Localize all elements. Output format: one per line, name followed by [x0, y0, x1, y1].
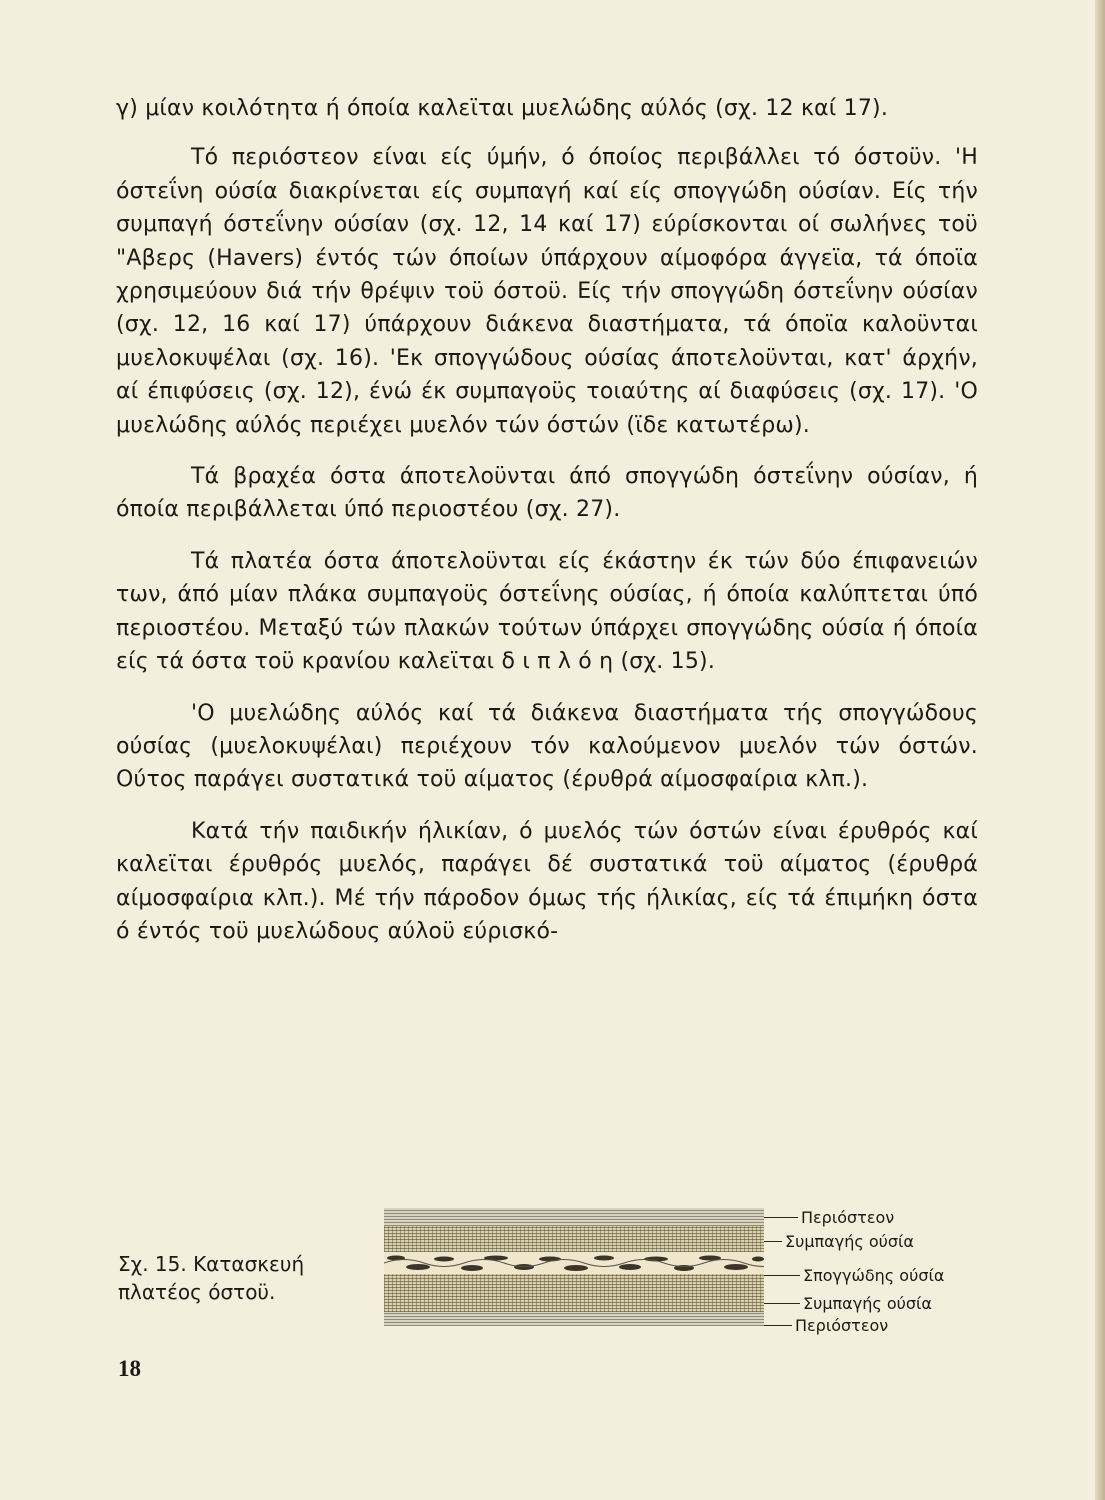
paragraph-4: Τά πλατέα όστα άποτελοϋνται είς έκάστην έκ τών δύο έπιφανειών των, άπό μίαν πλάκα συμπαγοϋς όστεΐνης ούσίας, ή όποία καλύπτεται ύπό περιοστέου. Μεταξύ τών πλακών τούτων ύπάρχει σπογγώδης ούσία ή όποία είς τά όστα τοϋ κρανίου καλεϊται δ ι π λ ό η (σχ. 15). — [116, 548, 978, 675]
body-text — [116, 92, 978, 948]
paragraph-2: Τό περιόστεον είναι είς ύμήν, ό όποίος περιβάλλει τό όστοϋν. 'Η όστεΐνη ούσία διακρίνεται είς συμπαγή καί είς σπογγώδη ούσίαν. Είς τήν συμπαγή όστεΐνην ούσίαν (σχ. 12, 14 καί 17) εύρίσκονται οί σωλήνες τοϋ "Αβερς (Havers) έντός τών όποίων ύπάρχουν αίμοφόρα άγγεϊα, τά όποϊα χρησιμεύουν διά τήν θρέψιν τοϋ όστοϋ. Είς τήν σπογγώδη όστεΐνην ούσίαν (σχ. 12, 16 καί 17) ύπάρχουν διάκενα διαστήματα, τά όποϊα καλοϋνται μυελοκυψέλαι (σχ. 16). 'Εκ σπογγώδους ούσίας άποτελοϋνται, κατ' άρχήν, αί έπιφύσεις (σχ. 12), ένώ έκ συμπαγοϋς τοιαύτης αί διαφύσεις (σχ. 17). 'Ο μυελώδης αύλός περιέχει μυελόν τών όστών (ϊδε κατωτέρω). — [116, 145, 978, 438]
label-text: Συμπαγής ούσία — [785, 1232, 914, 1251]
leader-line — [764, 1241, 782, 1242]
compact-substance-bottom-layer — [384, 1274, 764, 1312]
periosteum-bottom-layer — [384, 1312, 764, 1326]
leader-line — [764, 1303, 800, 1304]
paragraph-3: Τά βραχέα όστα άποτελοϋνται άπό σπογγώδη όστεΐνην ούσίαν, ή όποία περιβάλλεται ύπό περιοστέου (σχ. 27). — [116, 464, 978, 523]
flat-bone-diagram — [384, 1204, 764, 1334]
label-spongy — [764, 1266, 944, 1285]
label-text: Περιόστεον — [801, 1208, 895, 1227]
figure-caption — [118, 1250, 338, 1306]
leader-line — [764, 1325, 792, 1326]
figure-labels — [764, 1204, 1014, 1339]
spongy-substance-layer — [384, 1252, 764, 1274]
label-compact-bottom — [764, 1294, 932, 1313]
page-number: 18 — [118, 1356, 141, 1381]
label-text: Συμπαγής ούσία — [803, 1294, 932, 1313]
label-compact-top — [764, 1232, 914, 1251]
label-text: Σπογγώδης ούσία — [803, 1266, 945, 1285]
leader-line — [764, 1217, 798, 1218]
label-text: Περιόστεον — [795, 1316, 889, 1335]
periosteum-top-layer — [384, 1208, 764, 1226]
paragraph-1: γ) μίαν κοιλότητα ή όποία καλεϊται μυελώδης αύλός (σχ. 12 καί 17). — [116, 96, 889, 121]
page-edge — [1095, 0, 1105, 1500]
paragraph-6: Κατά τήν παιδικήν ήλικίαν, ό μυελός τών όστών είναι έρυθρός καί καλεϊται έρυθρός μυελός, παράγει δέ συστατικά τοϋ αίματος (έρυθρά αίμοσφαίρια κλπ.). Μέ τήν πάροδον όμως τής ήλικίας, είς τά έπιμήκη όστα ό έντός τοϋ μυελώδους αύλοϋ εύρισκό- — [116, 818, 978, 944]
figure-caption-line-1: Σχ. 15. Κατασκευή — [118, 1252, 305, 1276]
figure-caption-line-2: πλατέος όστοϋ. — [118, 1280, 276, 1304]
leader-line — [764, 1275, 800, 1276]
label-periosteum-bottom — [764, 1316, 888, 1335]
compact-substance-top-layer — [384, 1226, 764, 1252]
paragraph-5: 'Ο μυελώδης αύλός καί τά διάκενα διαστήματα τής σπογγώδους ούσίας (μυελοκυψέλαι) περιέχουν τόν καλούμενον μυελόν τών όστών. Ούτος παράγει συστατικά τοϋ αίματος (έρυθρά αίμοσφαίρια κλπ.). — [116, 700, 978, 793]
label-periosteum-top — [764, 1208, 894, 1227]
spongy-pattern — [384, 1252, 764, 1274]
